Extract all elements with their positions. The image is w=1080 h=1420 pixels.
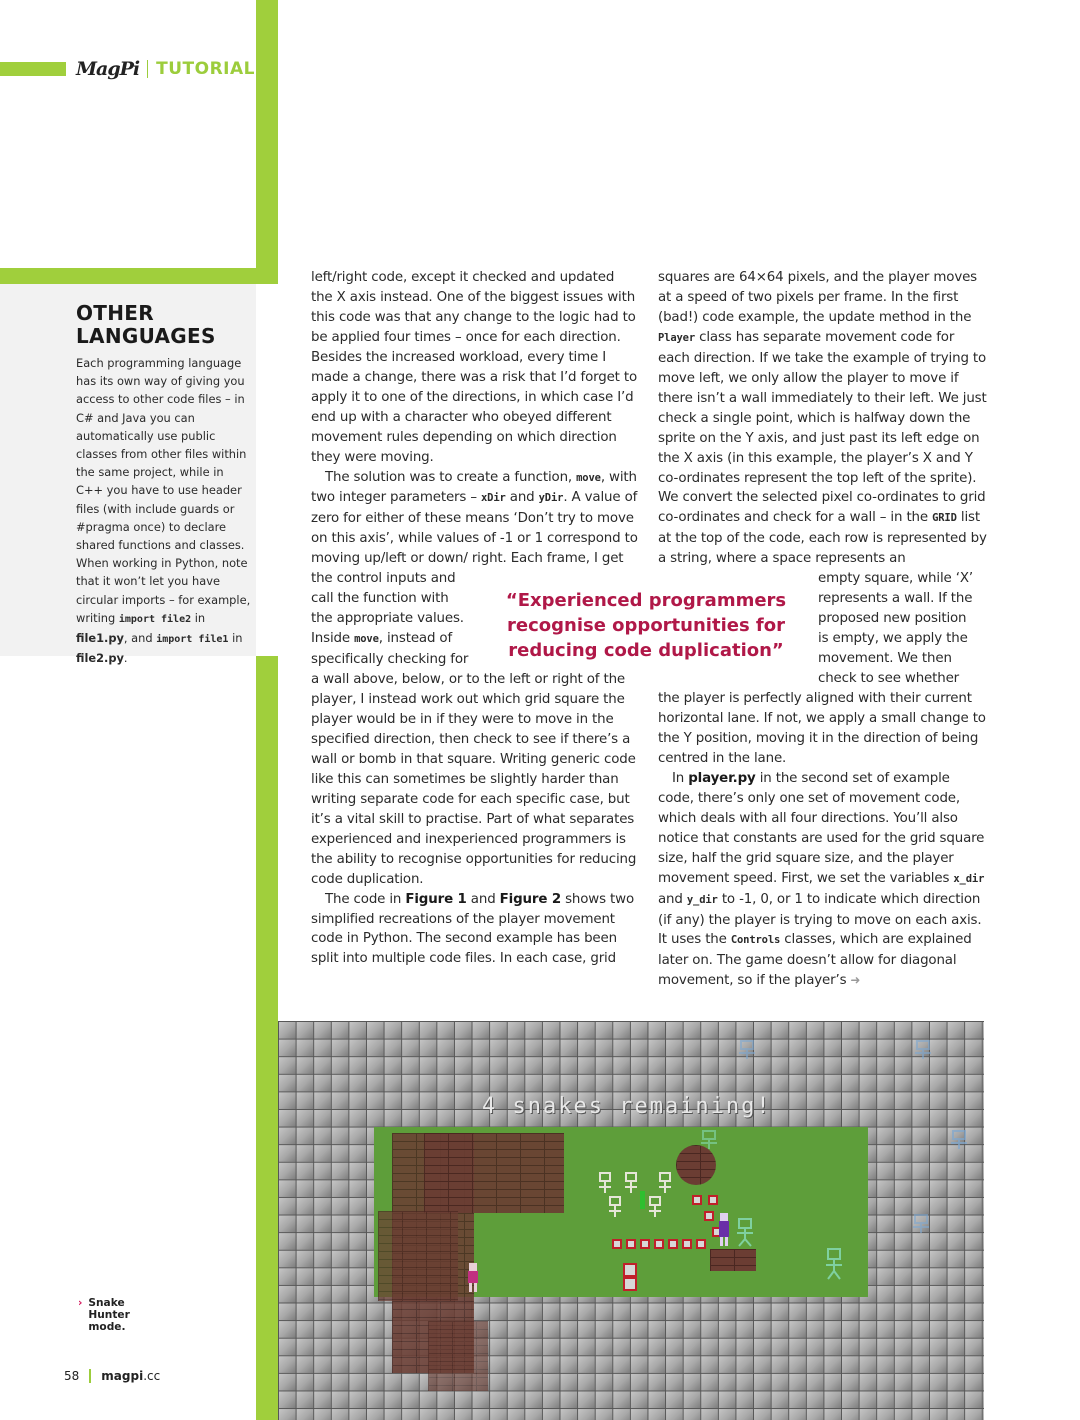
- green-frame-bottom: [256, 656, 278, 1420]
- game-screenshot: [278, 1021, 984, 1420]
- continue-arrow-icon: ➜: [850, 973, 861, 988]
- snake-segment: [704, 1211, 714, 1221]
- snake-segment: [692, 1195, 702, 1205]
- header-accent-bar: [0, 62, 66, 76]
- header-divider: [147, 60, 148, 78]
- paragraph: a wall above, below, or to the left or right of the player, I instead work out which grid square the player would be in if they were to move in the specified direction, then check to see if there’s a wall or bomb in that square. Writing generic code like this can sometimes be slightly harder than writing separate code for each specific case, but it’s a vital skill to practise. Part of what separates experienced and inexperienced programmers is the ability to recognise opportunities for reducing code duplication.: [311, 672, 637, 887]
- player-character-icon: [466, 1263, 480, 1293]
- snake-segment: [708, 1195, 718, 1205]
- paragraph: The code in Figure 1 and Figure 2 shows two simplified recreations of the player movement code in Python. The second example has been split into multiple code files. In each case, grid: [311, 891, 634, 967]
- brick-wall: [710, 1249, 756, 1271]
- page-header: [76, 58, 255, 80]
- text-line: check to see whether: [818, 671, 960, 687]
- text-line: is empty, we apply the: [818, 631, 968, 647]
- chevron-right-icon: ›: [78, 1297, 83, 1309]
- paragraph: left/right code, except it checked and updated the X axis instead. One of the biggest issues with this code was that any change to the logic had to be applied four times – once for each direction. Besides the increased workload, every time I made a change, there was a risk that I’d forget to apply it to one of the directions, in which case I’d end up with a character who obeyed different movement rules depending on which direction they were moving.: [311, 270, 638, 465]
- skeleton-enemy-icon: [596, 1171, 686, 1241]
- caption-text: Snake Hunter mode.: [88, 1297, 130, 1333]
- snake-segment: [623, 1277, 637, 1291]
- page-footer: [64, 1369, 160, 1383]
- sidebar-title: OTHER LANGUAGES: [76, 301, 216, 348]
- figure-caption: [78, 1297, 168, 1333]
- text-line: specifically checking for: [311, 652, 469, 668]
- snake-segment: [696, 1239, 706, 1249]
- section-label: TUTORIAL: [156, 59, 255, 79]
- text-line: call the function with: [311, 591, 449, 607]
- magpi-logo: MagPi: [76, 58, 140, 80]
- skeleton-enemy-icon: [910, 1213, 932, 1243]
- text-line: movement. We then: [818, 651, 952, 667]
- player-character-icon: [718, 1213, 730, 1247]
- text-line: Inside move, instead of: [311, 631, 453, 647]
- brick-wall: [424, 1133, 564, 1213]
- green-frame-top: [256, 0, 278, 284]
- skeleton-enemy-icon: [736, 1039, 758, 1069]
- snake-segment: [623, 1263, 637, 1277]
- text-line: the control inputs and: [311, 571, 456, 587]
- text-line: proposed new position: [818, 611, 967, 627]
- footer-site: magpi.cc: [101, 1369, 161, 1383]
- paragraph: In player.py in the second set of example code, there’s only one set of movement code, which deals with all four directions. You’ll also notice that constants are used for the grid square size, half the grid square size, and the player movement speed. First, we set the variables x_dir and y_dir to -1, 0, or 1 to indicate which direction (if any) the player is trying to move on each axis. It uses the Controls classes, which are explained later on. The game doesn’t allow for diagonal movement, so if the player’s ➜: [658, 770, 985, 989]
- paragraph: the player is perfectly aligned with their current horizontal lane. If not, we apply a small change to the Y position, moving it in the direction of being centred in the lane.: [658, 691, 986, 766]
- skeleton-enemy-icon: [822, 1247, 846, 1281]
- footer-divider: [89, 1369, 91, 1383]
- green-frame-bar: [0, 268, 278, 284]
- skeleton-enemy-icon: [912, 1039, 934, 1069]
- text-line: represents a wall. If the: [818, 591, 973, 607]
- game-banner: 4 snakes remaining!: [482, 1094, 772, 1119]
- brick-wall: [428, 1321, 488, 1391]
- page-number: 58: [64, 1369, 80, 1383]
- paragraph: The solution was to create a function, move, with two integer parameters – xDir and yDir. A value of zero for either of these means ‘Don’t try to move on this axis’, while values of -1 or 1 correspond to moving up/left or down/ right. Each frame, I get: [311, 469, 638, 567]
- text-line: the appropriate values.: [311, 611, 464, 627]
- paragraph: squares are 64×64 pixels, and the player moves at a speed of two pixels per frame. In the first (bad!) code example, the update method in the Player class has separate movement code for each direction. If we take the example of trying to move left, we only allow the player to move if there isn’t a wall immediately to their left. We just check a single point, which is halfway down the sprite on the Y axis, and just past its left edge on the X axis (in this example, the player’s X and Y co-ordinates represent the top left of the sprite). We convert the selected pixel co-ordinates to grid co-ordinates and check for a wall – in the GRID list at the top of the code, each row is represented by a string, where a space represents an: [658, 270, 987, 567]
- sidebar-text: Each programming language has its own way of giving you access to other code files – in C# and Java you can automatically use public classes from other files within the same project, while in C++ you have to use header files (with include guards or #pragma once) to declare shared functions and classes. When working in Python, note that it won’t let you have circular imports – for example, writing import file2 in file1.py, and import file1 in file2.py.: [76, 356, 251, 666]
- skeleton-enemy-icon: [734, 1217, 756, 1247]
- skeleton-enemy-icon: [698, 1129, 720, 1155]
- brick-wall: [378, 1211, 458, 1301]
- skeleton-enemy-icon: [948, 1129, 970, 1159]
- text-line: empty square, while ‘X’: [818, 571, 973, 587]
- pull-quote: “Experienced programmers recognise opportunities for reducing code duplication”: [505, 590, 787, 661]
